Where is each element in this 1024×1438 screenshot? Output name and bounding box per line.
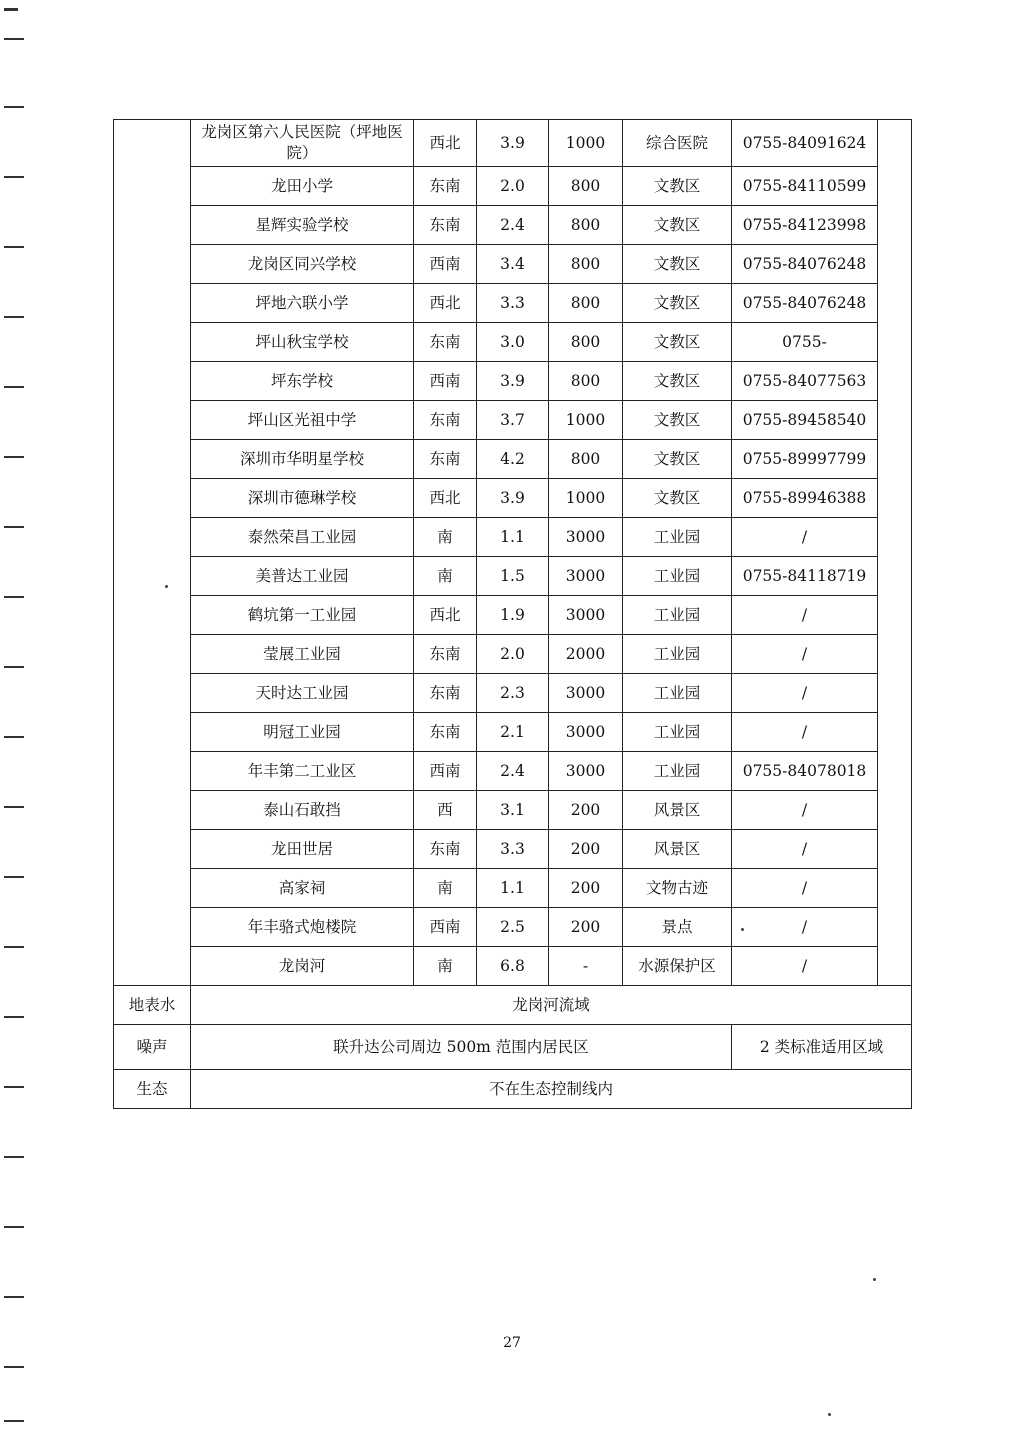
- target-distance: 3.9: [477, 479, 549, 518]
- scan-speck: [873, 1278, 876, 1281]
- table-row: [114, 245, 912, 284]
- target-type: 文教区: [623, 401, 732, 440]
- ecology-label: 生态: [114, 1070, 191, 1109]
- target-type: 文教区: [623, 206, 732, 245]
- target-phone: 0755-84110599: [732, 167, 878, 206]
- target-name: 明冠工业园: [191, 713, 414, 752]
- target-distance: 2.0: [477, 167, 549, 206]
- target-type: 文教区: [623, 479, 732, 518]
- target-distance: 1.1: [477, 518, 549, 557]
- target-type: 文教区: [623, 167, 732, 206]
- target-scale: 200: [549, 791, 623, 830]
- target-name: 鹤坑第一工业园: [191, 596, 414, 635]
- target-scale: 3000: [549, 713, 623, 752]
- target-distance: 3.9: [477, 362, 549, 401]
- target-name: 天时达工业园: [191, 674, 414, 713]
- target-distance: 3.3: [477, 830, 549, 869]
- target-direction: 西: [414, 791, 477, 830]
- target-scale: -: [549, 947, 623, 986]
- target-distance: 2.4: [477, 206, 549, 245]
- target-type: 文教区: [623, 440, 732, 479]
- target-name: 坪山区光祖中学: [191, 401, 414, 440]
- target-scale: 800: [549, 167, 623, 206]
- table-row: [114, 557, 912, 596]
- target-direction: 东南: [414, 440, 477, 479]
- target-direction: 东南: [414, 674, 477, 713]
- target-distance: 3.4: [477, 245, 549, 284]
- target-type: 工业园: [623, 713, 732, 752]
- target-direction: 东南: [414, 713, 477, 752]
- scan-speck: [165, 585, 168, 588]
- target-direction: 西北: [414, 284, 477, 323]
- target-type: 文物古迹: [623, 869, 732, 908]
- target-type: 水源保护区: [623, 947, 732, 986]
- target-distance: 3.3: [477, 284, 549, 323]
- table-row: [114, 440, 912, 479]
- scan-speck: [741, 928, 744, 931]
- table-row: [114, 323, 912, 362]
- table-row: [114, 947, 912, 986]
- target-phone: /: [732, 674, 878, 713]
- target-name: 年丰骆式炮楼院: [191, 908, 414, 947]
- target-type: 工业园: [623, 518, 732, 557]
- target-direction: 西南: [414, 245, 477, 284]
- target-phone: 0755-89997799: [732, 440, 878, 479]
- target-distance: 2.4: [477, 752, 549, 791]
- target-type: 文教区: [623, 284, 732, 323]
- table-row: [114, 596, 912, 635]
- target-name: 泰山石敢挡: [191, 791, 414, 830]
- standard-cell-continued: [878, 120, 912, 986]
- target-name: 龙岗区同兴学校: [191, 245, 414, 284]
- target-scale: 800: [549, 206, 623, 245]
- target-phone: 0755-89458540: [732, 401, 878, 440]
- target-phone: /: [732, 635, 878, 674]
- noise-value: 联升达公司周边 500m 范围内居民区: [191, 1025, 732, 1070]
- table-row: [114, 713, 912, 752]
- scan-speck: [828, 1413, 831, 1416]
- category-cell-continued: [114, 120, 191, 986]
- target-distance: 1.5: [477, 557, 549, 596]
- target-name: 龙岗区第六人民医院（坪地医院）: [191, 120, 414, 167]
- target-scale: 3000: [549, 674, 623, 713]
- target-direction: 东南: [414, 206, 477, 245]
- target-distance: 4.2: [477, 440, 549, 479]
- target-phone: /: [732, 947, 878, 986]
- target-name: 龙岗河: [191, 947, 414, 986]
- sensitive-targets-table: [113, 119, 912, 1109]
- target-name: 龙田世居: [191, 830, 414, 869]
- target-scale: 3000: [549, 557, 623, 596]
- table-body: [114, 120, 912, 986]
- target-scale: 200: [549, 830, 623, 869]
- target-direction: 西北: [414, 479, 477, 518]
- target-name: 深圳市华明星学校: [191, 440, 414, 479]
- target-distance: 2.1: [477, 713, 549, 752]
- table-row: [114, 206, 912, 245]
- page-number: 27: [503, 1335, 521, 1351]
- target-distance: 6.8: [477, 947, 549, 986]
- target-direction: 东南: [414, 635, 477, 674]
- target-scale: 3000: [549, 518, 623, 557]
- target-phone: /: [732, 791, 878, 830]
- target-distance: 2.3: [477, 674, 549, 713]
- target-phone: 0755-84076248: [732, 284, 878, 323]
- target-name: 坪山秋宝学校: [191, 323, 414, 362]
- table-row: [114, 674, 912, 713]
- table-row: [114, 635, 912, 674]
- surface-water-row: [114, 986, 912, 1025]
- target-direction: 南: [414, 947, 477, 986]
- target-phone: 0755-: [732, 323, 878, 362]
- target-type: 工业园: [623, 557, 732, 596]
- target-type: 综合医院: [623, 120, 732, 167]
- target-type: 文教区: [623, 323, 732, 362]
- table-row: [114, 479, 912, 518]
- table-row: [114, 791, 912, 830]
- target-phone: 0755-84118719: [732, 557, 878, 596]
- target-name: 坪地六联小学: [191, 284, 414, 323]
- target-distance: 3.1: [477, 791, 549, 830]
- table-footer: [114, 986, 912, 1109]
- target-distance: 3.7: [477, 401, 549, 440]
- target-direction: 南: [414, 869, 477, 908]
- target-phone: /: [732, 869, 878, 908]
- target-direction: 西南: [414, 362, 477, 401]
- noise-row: [114, 1025, 912, 1070]
- target-name: 莹展工业园: [191, 635, 414, 674]
- table-row: [114, 830, 912, 869]
- target-type: 风景区: [623, 791, 732, 830]
- target-name: 高家祠: [191, 869, 414, 908]
- target-type: 景点: [623, 908, 732, 947]
- target-direction: 南: [414, 557, 477, 596]
- ecology-value: 不在生态控制线内: [191, 1070, 912, 1109]
- target-direction: 西北: [414, 596, 477, 635]
- target-name: 美普达工业园: [191, 557, 414, 596]
- target-scale: 200: [549, 869, 623, 908]
- target-name: 深圳市德琳学校: [191, 479, 414, 518]
- table-row: [114, 120, 912, 167]
- target-phone: 0755-84077563: [732, 362, 878, 401]
- target-name: 年丰第二工业区: [191, 752, 414, 791]
- target-phone: 0755-89946388: [732, 479, 878, 518]
- target-scale: 1000: [549, 120, 623, 167]
- target-type: 风景区: [623, 830, 732, 869]
- target-name: 泰然荣昌工业园: [191, 518, 414, 557]
- target-phone: /: [732, 596, 878, 635]
- target-direction: 东南: [414, 830, 477, 869]
- target-type: 工业园: [623, 674, 732, 713]
- target-direction: 西北: [414, 120, 477, 167]
- target-type: 工业园: [623, 596, 732, 635]
- surface-water-value: 龙岗河流域: [191, 986, 912, 1025]
- table-row: [114, 752, 912, 791]
- target-phone: /: [732, 908, 878, 947]
- target-scale: 200: [549, 908, 623, 947]
- target-direction: 东南: [414, 323, 477, 362]
- table-row: [114, 518, 912, 557]
- target-scale: 800: [549, 440, 623, 479]
- target-distance: 3.9: [477, 120, 549, 167]
- target-type: 文教区: [623, 245, 732, 284]
- target-distance: 1.9: [477, 596, 549, 635]
- target-phone: /: [732, 713, 878, 752]
- noise-standard: 2 类标准适用区域: [732, 1025, 912, 1070]
- target-distance: 2.0: [477, 635, 549, 674]
- target-scale: 1000: [549, 479, 623, 518]
- target-name: 坪东学校: [191, 362, 414, 401]
- target-name: 星辉实验学校: [191, 206, 414, 245]
- target-distance: 3.0: [477, 323, 549, 362]
- target-scale: 3000: [549, 752, 623, 791]
- target-distance: 2.5: [477, 908, 549, 947]
- target-scale: 800: [549, 323, 623, 362]
- noise-label: 噪声: [114, 1025, 191, 1070]
- target-type: 工业园: [623, 635, 732, 674]
- target-name: 龙田小学: [191, 167, 414, 206]
- table-row: [114, 284, 912, 323]
- target-scale: 2000: [549, 635, 623, 674]
- target-distance: 1.1: [477, 869, 549, 908]
- target-scale: 800: [549, 245, 623, 284]
- target-direction: 南: [414, 518, 477, 557]
- target-direction: 东南: [414, 167, 477, 206]
- target-scale: 3000: [549, 596, 623, 635]
- target-direction: 西南: [414, 908, 477, 947]
- ecology-row: [114, 1070, 912, 1109]
- target-type: 文教区: [623, 362, 732, 401]
- binding-edge-marks: [0, 0, 30, 1438]
- target-scale: 1000: [549, 401, 623, 440]
- target-scale: 800: [549, 284, 623, 323]
- target-phone: 0755-84091624: [732, 120, 878, 167]
- target-direction: 西南: [414, 752, 477, 791]
- table-row: [114, 167, 912, 206]
- target-phone: /: [732, 830, 878, 869]
- table-row: [114, 869, 912, 908]
- target-phone: 0755-84123998: [732, 206, 878, 245]
- table-row: [114, 362, 912, 401]
- surface-water-label: 地表水: [114, 986, 191, 1025]
- target-type: 工业园: [623, 752, 732, 791]
- table-row: [114, 908, 912, 947]
- target-scale: 800: [549, 362, 623, 401]
- target-phone: 0755-84076248: [732, 245, 878, 284]
- target-direction: 东南: [414, 401, 477, 440]
- table-row: [114, 401, 912, 440]
- target-phone: 0755-84078018: [732, 752, 878, 791]
- target-phone: /: [732, 518, 878, 557]
